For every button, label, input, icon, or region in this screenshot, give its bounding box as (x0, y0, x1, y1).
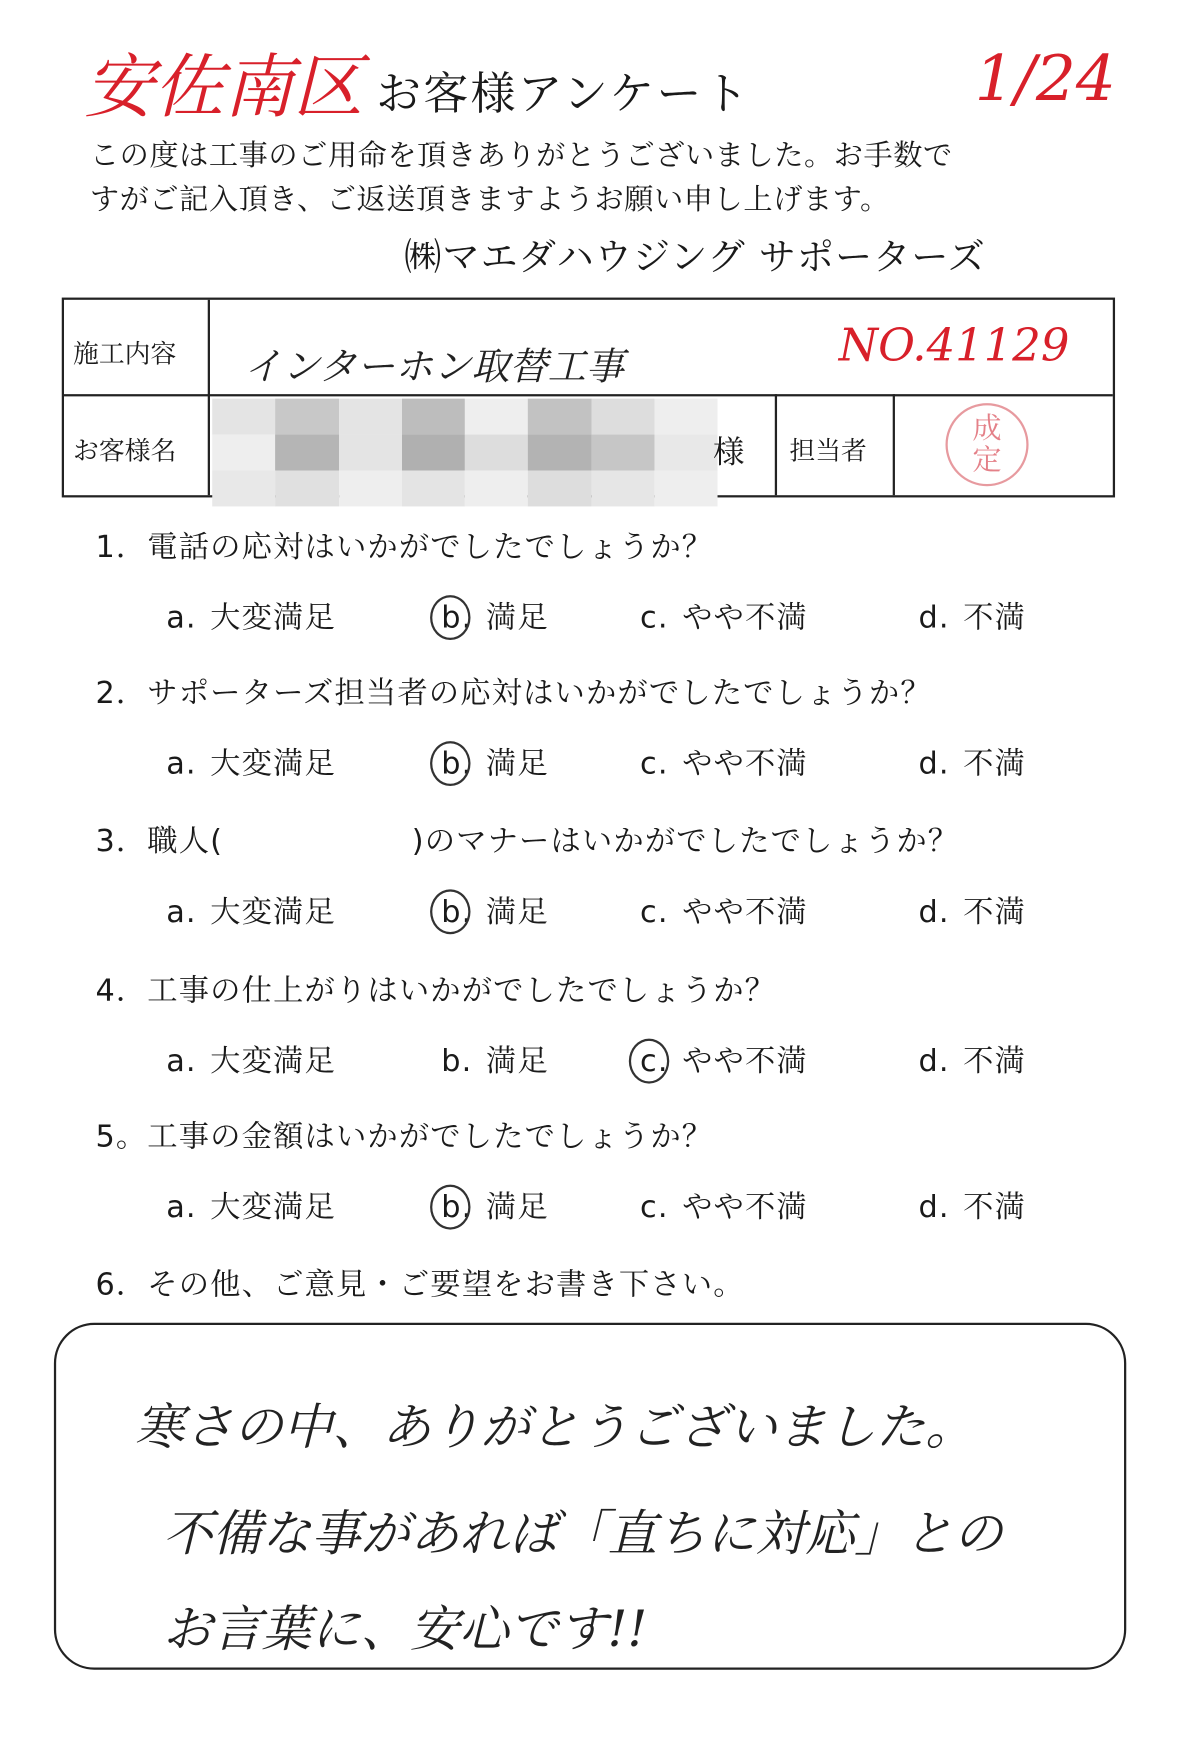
option-letter: b. (441, 1190, 473, 1226)
comment-box (54, 1323, 1126, 1670)
option-letter: a. (166, 894, 197, 930)
redacted-customer-name (212, 399, 717, 507)
column-divider (775, 394, 777, 495)
column-divider (208, 300, 210, 495)
answer-option-d[interactable] (919, 739, 1027, 783)
answer-option-d[interactable] (919, 1036, 1027, 1080)
option-text: やや不満 (682, 746, 808, 782)
answer-option-c[interactable] (640, 593, 808, 637)
question-4: 4．工事の仕上がりはいかがでしたでしょうか？ (95, 973, 777, 1009)
date-handwritten: 1/24 (974, 42, 1116, 116)
option-text: 不満 (963, 894, 1027, 930)
option-letter: b. (441, 600, 473, 636)
option-text: 不満 (963, 746, 1027, 782)
option-text: やや不満 (682, 1044, 808, 1080)
question-3: 3．職人( )のマナーはいかがでしたでしょうか？ (95, 824, 960, 860)
option-letter: d. (918, 894, 950, 930)
option-letter: c. (640, 600, 669, 636)
ward-handwritten: 安佐南区 (84, 46, 363, 129)
question-6: 6．その他、ご意見・ご要望をお書き下さい。 (95, 1267, 745, 1303)
answer-option-d[interactable] (919, 1182, 1027, 1226)
column-divider (893, 394, 895, 495)
answer-option-a[interactable] (166, 593, 336, 637)
info-table (62, 298, 1115, 498)
answer-option-b[interactable] (441, 1182, 549, 1226)
option-text: やや不満 (682, 1190, 808, 1226)
answer-option-b[interactable] (441, 739, 549, 783)
option-text: 不満 (963, 1190, 1027, 1226)
option-text: 満足 (485, 1190, 549, 1226)
stamp-char: 成 (972, 412, 1002, 446)
option-letter: c. (640, 746, 669, 782)
answer-option-a[interactable] (166, 887, 336, 931)
answer-option-b[interactable] (441, 593, 549, 637)
answer-option-c[interactable] (640, 739, 808, 783)
option-text: 大変満足 (210, 600, 336, 636)
option-letter: d. (918, 1190, 950, 1226)
staff-label: 担当者 (789, 436, 867, 467)
option-text: 満足 (485, 746, 549, 782)
option-letter: b. (441, 746, 473, 782)
staff-stamp (945, 403, 1028, 486)
question-1: 1．電話の応対はいかがでしたでしょうか？ (95, 530, 714, 565)
answer-option-d[interactable] (919, 593, 1027, 637)
option-text: 満足 (485, 894, 549, 930)
answer-option-a[interactable] (166, 1036, 336, 1080)
option-letter: a. (166, 746, 197, 782)
answer-option-a[interactable] (166, 1182, 336, 1226)
option-letter: c. (640, 1190, 669, 1226)
reference-number: NO.41129 (838, 320, 1070, 372)
option-text: やや不満 (682, 894, 808, 930)
answer-option-a[interactable] (166, 739, 336, 783)
question-5: 5。工事の金額はいかがでしたでしょうか？ (95, 1119, 714, 1155)
question-2: 2．サポーターズ担当者の応対はいかがでしたでしょうか？ (95, 675, 932, 711)
work-value: インターホン取替工事 (243, 344, 624, 390)
option-text: 大変満足 (210, 894, 336, 930)
row-divider (64, 394, 1113, 396)
answer-option-d[interactable] (919, 887, 1027, 931)
comment-line: 不備な事があれば「直ちに対応」との (162, 1505, 1003, 1564)
comment-line: お言葉に、安心です!! (162, 1601, 648, 1659)
option-letter: d. (918, 746, 950, 782)
option-letter: a. (166, 1190, 197, 1226)
answer-option-b[interactable] (441, 887, 549, 931)
option-text: 大変満足 (210, 1190, 336, 1226)
work-label: 施工内容 (72, 340, 177, 370)
option-text: 不満 (963, 600, 1027, 636)
intro-line-2: すがご記入頂き、ご返送頂きますようお願い申し上げます。 (89, 183, 890, 217)
option-text: 不満 (963, 1044, 1027, 1080)
option-letter: b. (441, 894, 473, 930)
intro-line-1: この度は工事のご用命を頂きありがとうございました。お手数で (89, 139, 953, 173)
stamp-char: 定 (972, 443, 1002, 478)
option-text: 満足 (485, 600, 549, 636)
option-text: やや不満 (682, 600, 808, 636)
answer-option-c[interactable] (640, 1182, 808, 1226)
option-letter: a. (166, 1044, 197, 1080)
answer-option-b[interactable] (441, 1036, 549, 1080)
option-letter: d. (918, 1044, 950, 1080)
option-letter: b. (441, 1044, 473, 1080)
answer-option-c[interactable] (640, 887, 808, 931)
customer-suffix: 様 (713, 433, 745, 471)
option-text: 大変満足 (210, 746, 336, 782)
option-letter: a. (166, 600, 197, 636)
customer-label: お客様名 (72, 436, 177, 467)
option-letter: c. (640, 1044, 669, 1080)
company-name: ㈱マエダハウジング サポーターズ (404, 234, 986, 279)
answer-option-c[interactable] (640, 1036, 808, 1080)
option-text: 満足 (485, 1044, 549, 1080)
comment-line: 寒さの中、ありがとうございました。 (134, 1399, 975, 1457)
option-letter: d. (918, 600, 950, 636)
option-letter: c. (640, 894, 669, 930)
form-title: お客様アンケート (376, 68, 751, 121)
option-text: 大変満足 (210, 1044, 336, 1080)
